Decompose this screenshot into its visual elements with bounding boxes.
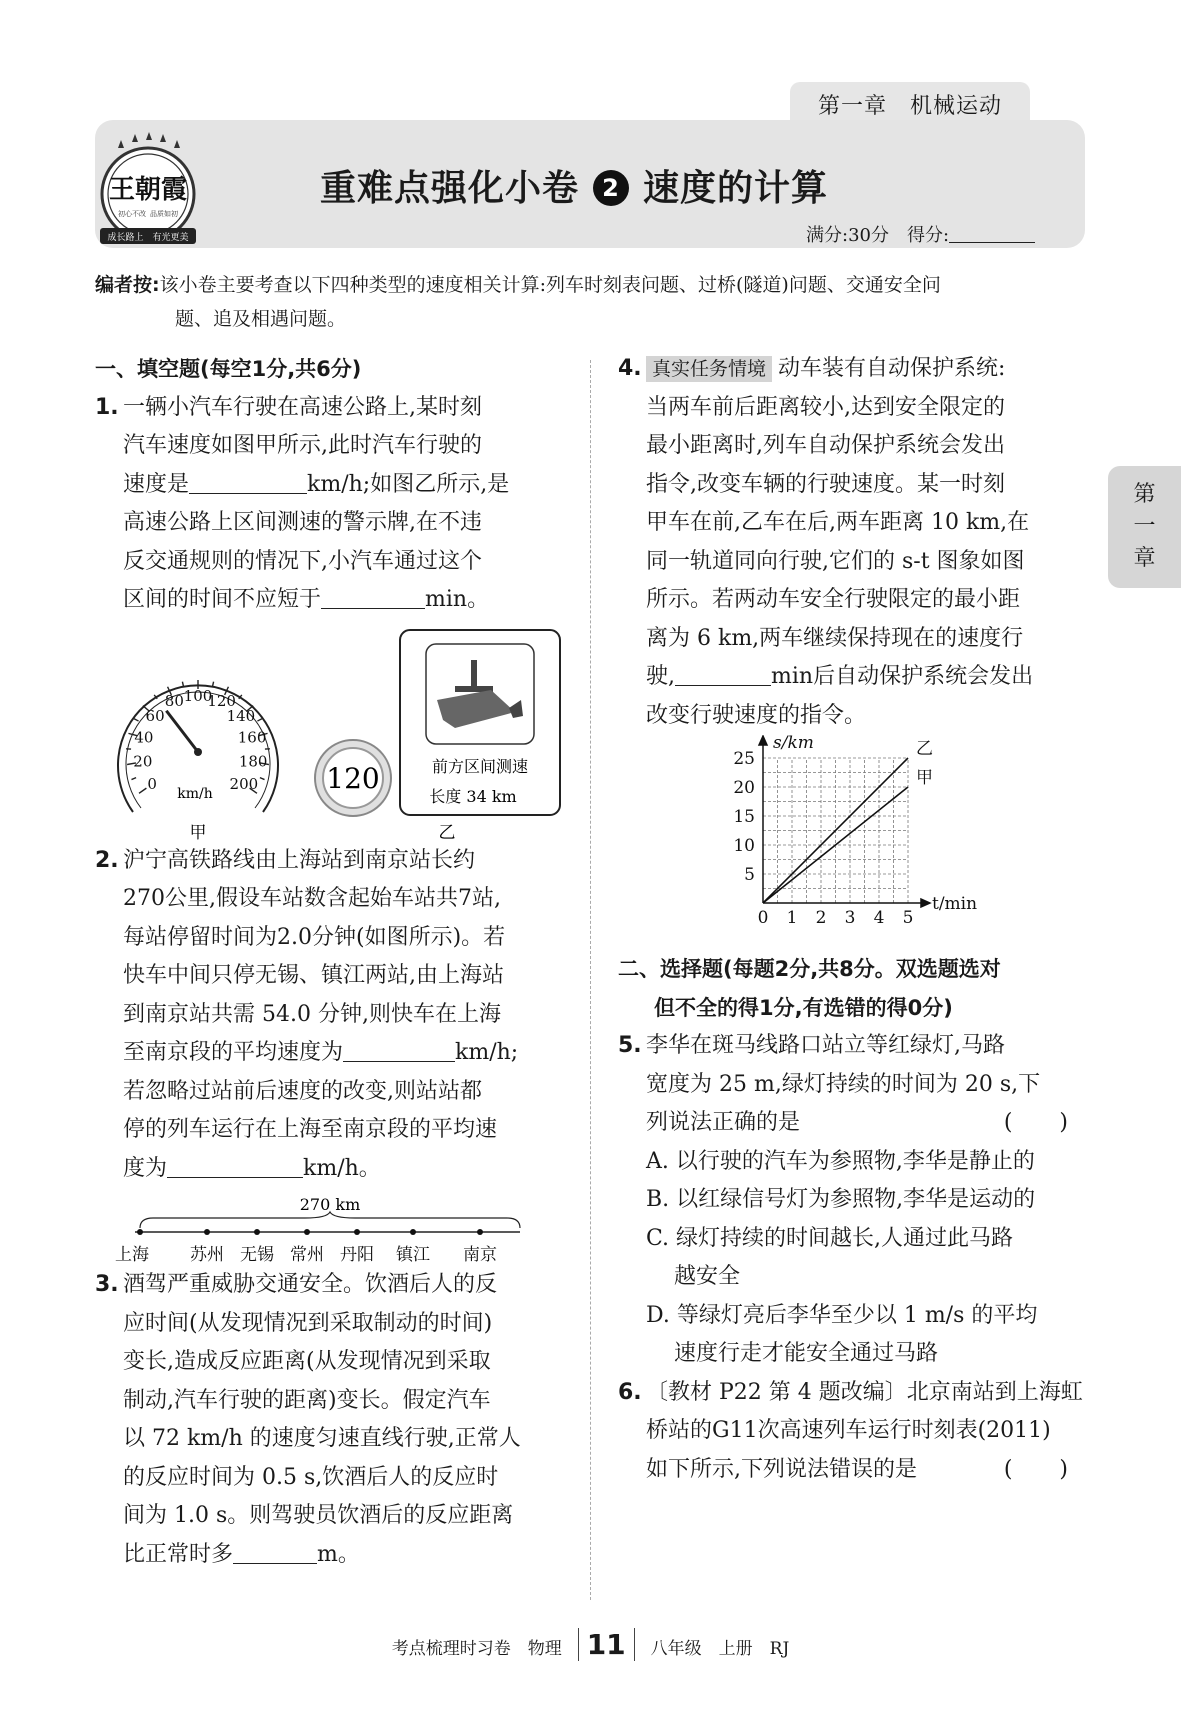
q4-line: 改变行驶速度的指令。 xyxy=(646,702,867,728)
option-a[interactable]: A. 以行驶的汽车为参照物,李华是静止的 xyxy=(646,1148,1035,1174)
speedometer xyxy=(118,680,278,812)
x-tick-label: 0 xyxy=(757,908,769,928)
option-c[interactable]: C. 绿灯持续的时间越长,人通过此马路 xyxy=(646,1225,1014,1251)
gauge-label: 0 xyxy=(147,774,157,793)
question-number: 6. xyxy=(618,1379,642,1405)
answer-paren[interactable]: ( ) xyxy=(1003,1456,1088,1482)
y-tick-label: 25 xyxy=(733,749,755,769)
question-1 xyxy=(95,389,565,620)
q1-line: 速度是 km/h;如图乙所示,是 xyxy=(123,471,510,497)
gauge-label: 60 xyxy=(145,706,165,725)
page-number: 11 xyxy=(578,1628,635,1661)
q3-line: 以 72 km/h 的速度匀速直线行驶,正常人 xyxy=(123,1426,521,1451)
gauge-unit: km/h xyxy=(177,785,213,802)
q1-figure xyxy=(95,620,565,842)
logo-sub1: 初心不改 xyxy=(118,210,146,218)
q4-line: 当两车前后距离较小,达到安全限定的 xyxy=(646,394,1005,420)
figure-label-yi: 乙 xyxy=(438,822,456,842)
score-line xyxy=(806,221,1035,247)
question-5 xyxy=(618,1027,1088,1143)
gauge-label: 80 xyxy=(164,691,184,710)
right-column xyxy=(618,350,1088,1489)
title-main: 速度的计算 xyxy=(643,168,829,209)
page-title xyxy=(320,160,828,211)
answer-blank[interactable] xyxy=(233,1542,317,1564)
section2-title-line2: 但不全的得1分,有选错的得0分) xyxy=(654,995,953,1020)
q1-figure-svg xyxy=(95,620,565,842)
q4-line: 甲车在前,乙车在后,两车距离 10 km,在 xyxy=(646,510,1030,535)
answer-blank[interactable] xyxy=(321,587,425,609)
logo-crown-icon xyxy=(118,132,180,148)
station-label: 苏州 xyxy=(190,1245,224,1265)
station-label: 上海 xyxy=(115,1245,149,1265)
q4-line: 指令,改变车辆的行驶速度。某一时刻 xyxy=(646,471,1005,497)
station-label: 常州 xyxy=(290,1245,324,1265)
answer-paren[interactable]: ( ) xyxy=(1003,1110,1088,1135)
section1-title: 一、填空题(每空1分,共6分) xyxy=(95,357,362,381)
q1-line: 一辆小汽车行驶在高速公路上,某时刻 xyxy=(123,394,482,420)
q3-line: 酒驾严重威胁交通安全。饮酒后人的反 xyxy=(123,1272,498,1297)
score-label: 满分:30分 得分: xyxy=(806,225,950,246)
answer-blank[interactable] xyxy=(189,472,307,494)
q2-line: 270公里,假设车站数含起始车站共7站, xyxy=(123,886,501,911)
gauge-label: 20 xyxy=(133,752,153,771)
station-label: 南京 xyxy=(463,1245,497,1265)
answer-blank[interactable] xyxy=(675,664,771,686)
y-tick-label: 5 xyxy=(744,865,755,885)
q5-line: 宽度为 25 m,绿灯持续的时间为 20 s,下 xyxy=(646,1071,1041,1097)
x-tick-label: 5 xyxy=(902,908,914,928)
station-label: 无锡 xyxy=(240,1245,274,1265)
x-tick-label: 3 xyxy=(844,908,856,928)
q1-line: 汽车速度如图甲所示,此时汽车行驶的 xyxy=(123,433,482,458)
x-tick-label: 4 xyxy=(873,908,885,928)
series-label: 甲 xyxy=(916,768,933,788)
q6-line: 如下所示,下列说法错误的是 ( ) xyxy=(646,1451,1088,1490)
q2-line: 到南京站共需 54.0 分钟,则快车在上海 xyxy=(123,1001,501,1027)
side-chapter-tab xyxy=(1108,466,1181,588)
question-number: 4. xyxy=(618,356,642,381)
question-number: 5. xyxy=(618,1033,642,1058)
score-blank[interactable] xyxy=(949,225,1035,243)
footer-right: 八年级 上册 RJ xyxy=(650,1639,790,1659)
option-d-cont: 速度行走才能安全通过马路 xyxy=(674,1341,939,1366)
speed-limit-sign xyxy=(315,740,391,816)
station-label: 丹阳 xyxy=(340,1245,374,1265)
q3-line: 的反应时间为 0.5 s,饮酒后人的反应时 xyxy=(123,1464,499,1490)
gauge-label: 40 xyxy=(134,728,154,747)
station-dot xyxy=(410,1229,416,1235)
y-tick-label: 10 xyxy=(733,836,755,856)
station-dot xyxy=(137,1229,143,1235)
q4-line: 所示。若两动车安全行驶限定的最小距 xyxy=(646,587,1021,612)
q3-line: 制动,汽车行驶的距离)变长。假定汽车 xyxy=(123,1387,491,1413)
y-axis-arrow-icon xyxy=(759,736,767,745)
title-prefix: 重难点强化小卷 xyxy=(320,168,580,209)
sign-line1: 前方区间测速 xyxy=(431,756,529,776)
context-tag: 真实任务情境 xyxy=(646,356,772,382)
st-chart xyxy=(618,735,1088,950)
x-tick-label: 2 xyxy=(815,908,827,928)
route-distance: 270 km xyxy=(299,1195,361,1214)
q2-route-figure xyxy=(95,1188,565,1266)
q2-line: 快车中间只停无锡、镇江两站,由上海站 xyxy=(123,963,504,988)
q2-line: 若忽略过站前后速度的改变,则站站都 xyxy=(123,1078,482,1104)
q2-line: 沪宁高铁路线由上海站到南京站长约 xyxy=(123,847,476,873)
q3-line: 比正常时多 m。 xyxy=(123,1541,360,1567)
question-number: 2. xyxy=(95,847,119,873)
x-axis-label: t/min xyxy=(932,894,978,914)
figure-label-jia: 甲 xyxy=(189,822,207,842)
x-tick-label: 1 xyxy=(786,908,798,928)
q3-line: 变长,造成反应距离(从发现情况到采取 xyxy=(123,1349,491,1374)
editor-note-line2: 题、追及相遇问题。 xyxy=(175,308,347,330)
gauge-label: 100 xyxy=(183,686,213,705)
sign-line2: 长度 34 km xyxy=(429,786,517,806)
editor-note xyxy=(95,268,1085,336)
q4-line: 最小距离时,列车自动保护系统会发出 xyxy=(646,433,1005,458)
station-dot xyxy=(354,1229,360,1235)
footer-left: 考点梳理时习卷 物理 xyxy=(391,1639,562,1659)
editor-note-label: 编者按: xyxy=(95,274,160,296)
station-label: 镇江 xyxy=(396,1245,430,1265)
logo-badge xyxy=(92,128,204,252)
route-diagram xyxy=(95,1188,565,1266)
q3-line: 间为 1.0 s。则驾驶员饮酒后的反应距离 xyxy=(123,1503,514,1528)
q5-line: 李华在斑马线路口站立等红绿灯,马路 xyxy=(646,1033,1005,1058)
logo-name: 王朝霞 xyxy=(108,175,188,205)
q5-line: 列说法正确的是 ( ) xyxy=(646,1104,1088,1143)
question-number: 1. xyxy=(95,394,119,420)
side-tab-char: 一 xyxy=(1133,514,1156,539)
series-label: 乙 xyxy=(916,739,933,759)
q2-line: 至南京段的平均速度为 km/h; xyxy=(123,1040,519,1065)
q4-line: 驶, min后自动保护系统会发出 xyxy=(646,664,1034,689)
logo-sub2: 品质如初 xyxy=(150,210,178,218)
q2-line: 每站停留时间为2.0分钟(如图所示)。若 xyxy=(123,924,506,950)
chapter-label: 第一章 机械运动 xyxy=(817,93,1002,119)
gauge-label: 200 xyxy=(229,774,259,793)
answer-blank[interactable] xyxy=(167,1156,303,1178)
q4-line: 离为 6 km,两车继续保持现在的速度行 xyxy=(646,625,1024,651)
gauge-label: 160 xyxy=(237,728,267,747)
q2-line: 停的列车运行在上海至南京段的平均速 xyxy=(123,1117,498,1142)
station-dot xyxy=(254,1229,260,1235)
gauge-label: 180 xyxy=(238,752,268,771)
q1-line: 反交通规则的情况下,小汽车通过这个 xyxy=(123,548,482,574)
question-6 xyxy=(618,1374,1088,1490)
section2-title xyxy=(618,950,1088,1027)
q4-line: 同一轨道同向行驶,它们的 s-t 图象如图 xyxy=(646,548,1025,574)
q4-line: 真实任务情境 动车装有自动保护系统: xyxy=(646,350,1088,389)
question-2 xyxy=(95,842,565,1189)
q6-line: 桥站的G11次高速列车运行时刻表(2011) xyxy=(646,1418,1051,1443)
gauge-label: 140 xyxy=(226,706,256,725)
station-dot xyxy=(304,1229,310,1235)
station-dot xyxy=(477,1229,483,1235)
section-speed-sign xyxy=(400,630,560,815)
q1-line: 高速公路上区间测速的警示牌,在不违 xyxy=(123,510,482,535)
editor-note-line1: 该小卷主要考查以下四种类型的速度相关计算:列车时刻表问题、过桥(隧道)问题、交通安全问 xyxy=(159,274,941,296)
question-3 xyxy=(95,1266,565,1574)
title-number-badge: 2 xyxy=(593,170,629,206)
q6-line: 〔教材 P22 第 4 题改编〕北京南站到上海虹 xyxy=(646,1379,1083,1405)
station-dot xyxy=(204,1229,210,1235)
column-divider xyxy=(590,360,591,1600)
page-footer xyxy=(0,1628,1181,1661)
x-axis-arrow-icon xyxy=(921,899,930,907)
question-number: 3. xyxy=(95,1272,119,1297)
side-tab-char: 第 xyxy=(1133,482,1156,507)
q1-line: 区间的时间不应短于 min。 xyxy=(123,587,490,612)
q3-line: 应时间(从发现情况到采取制动的时间) xyxy=(123,1310,493,1336)
logo-banner: 成长路上 有光更美 xyxy=(107,233,189,243)
q2-line: 度为 km/h。 xyxy=(123,1155,381,1181)
st-chart-svg xyxy=(618,735,1088,950)
option-b[interactable]: B. 以红绿信号灯为参照物,李华是运动的 xyxy=(646,1187,1036,1212)
y-axis-label: s/km xyxy=(773,735,814,753)
answer-blank[interactable] xyxy=(343,1040,455,1062)
y-tick-label: 15 xyxy=(733,807,755,827)
left-column xyxy=(95,350,565,1574)
option-d[interactable]: D. 等绿灯亮后李华至少以 1 m/s 的平均 xyxy=(646,1302,1038,1328)
question-4 xyxy=(618,350,1088,735)
y-tick-label: 20 xyxy=(733,778,755,798)
side-tab-char: 章 xyxy=(1133,546,1156,571)
speed-limit-value: 120 xyxy=(326,761,380,795)
gauge-label: 120 xyxy=(207,691,236,710)
section2-title-line1: 二、选择题(每题2分,共8分。双选题选对 xyxy=(618,957,1001,981)
option-c-cont: 越安全 xyxy=(674,1264,741,1289)
